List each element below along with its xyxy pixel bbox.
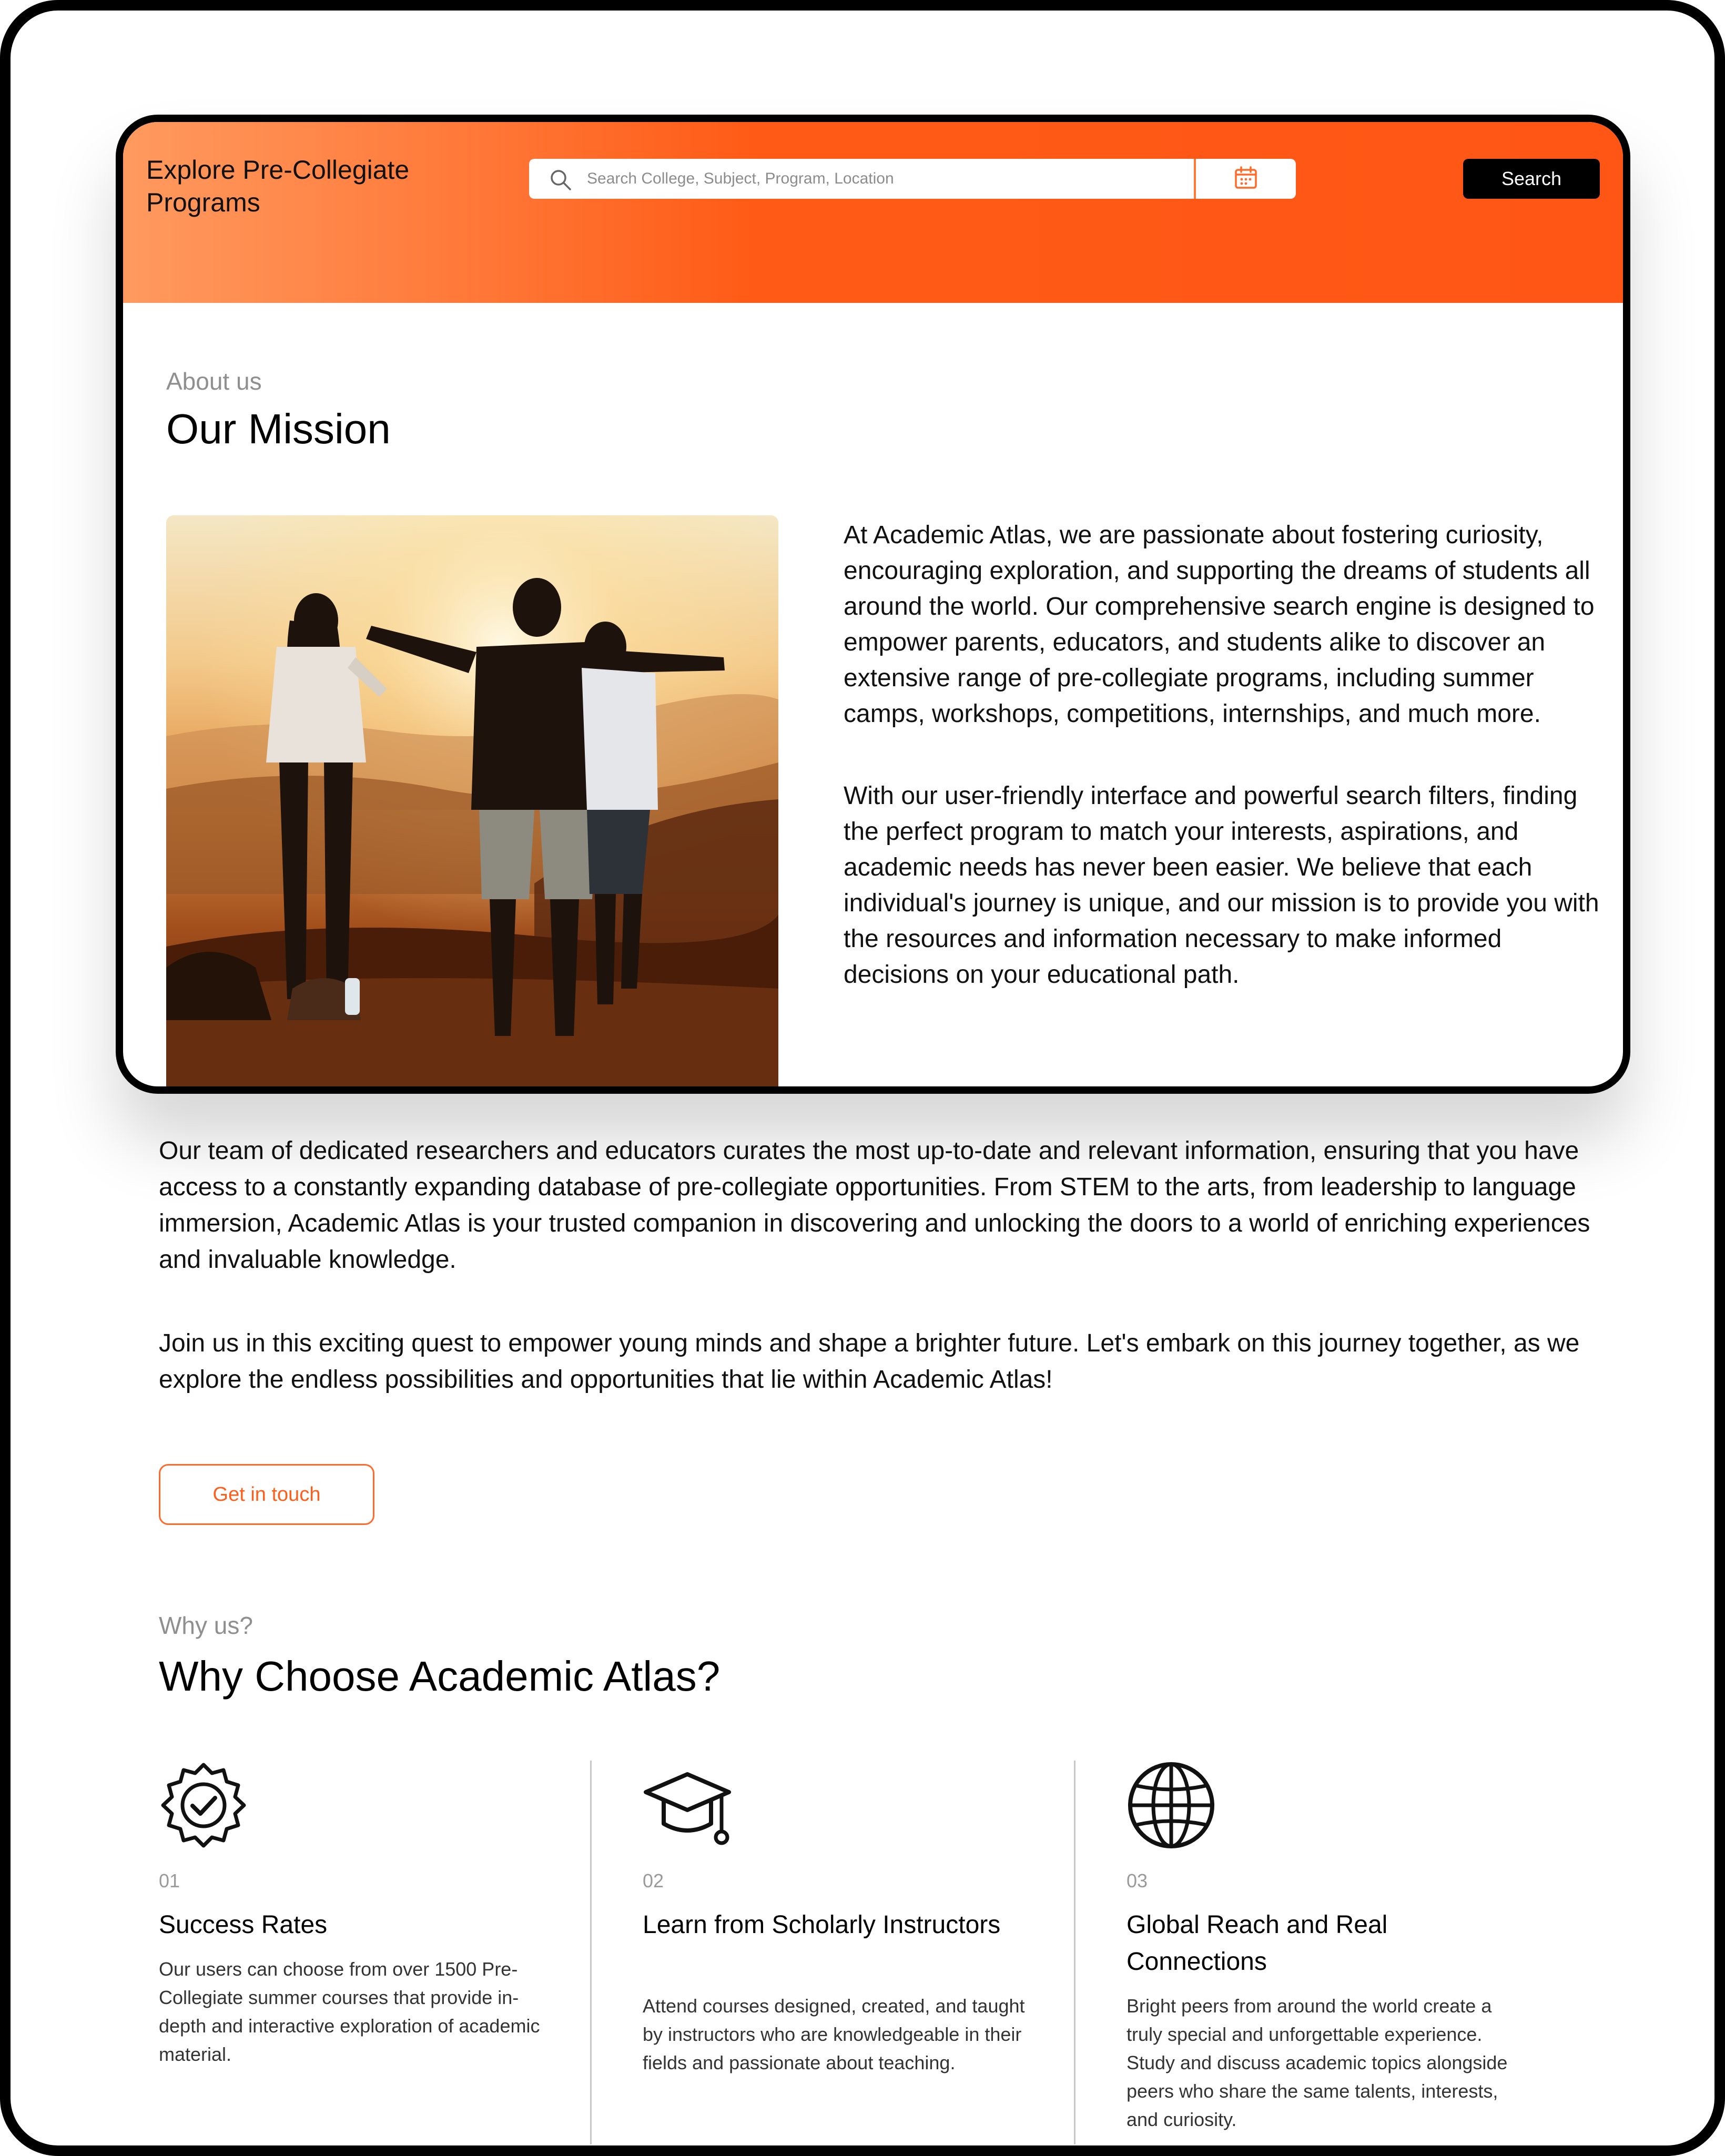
top-header bbox=[123, 122, 1623, 303]
brand-title: Explore Pre-Collegiate Programs bbox=[146, 155, 410, 217]
browser-window bbox=[116, 115, 1630, 1094]
column-divider bbox=[1074, 1761, 1075, 2144]
mission-title: Our Mission bbox=[166, 405, 391, 452]
feature-title: Learn from Scholarly Instructors bbox=[643, 1911, 1001, 1939]
mission-paragraph-4-text: Join us in this exciting quest to empower young minds and shape a brighter future. Let's embark on this journey together, as we explore the endless possibilities and opportunities that lie within Academic Atlas! bbox=[159, 1329, 1580, 1394]
feature-description: Attend courses designed, created, and taught by instructors who are knowledgeable in their fields and passionate about teaching. bbox=[643, 1995, 1025, 2073]
why-eyebrow: Why us? bbox=[159, 1612, 253, 1639]
search-input[interactable] bbox=[587, 159, 1250, 199]
date-picker-button[interactable] bbox=[1196, 159, 1296, 199]
mission-paragraph-2: With our user-friendly interface and powerful search filters, finding the perfect program to match your interests, aspirations, and academic needs has never been easier. We believe that each individual's journey is unique, and our mission is to provide you with the resources and information necessary to make informed decisions on your educational path. bbox=[844, 782, 1599, 989]
search-bar bbox=[529, 159, 1296, 199]
mission-paragraph-1: At Academic Atlas, we are passionate about fostering curiosity, encouraging exploration, and supporting the dreams of students all around the world. Our comprehensive search engine is designed to empower parents, educators, and students alike to discover an extensive range of pre-collegiate programs, including summer camps, workshops, competitions, internships, and much more. bbox=[844, 521, 1595, 728]
mission-text bbox=[844, 517, 1611, 1039]
feature-description: Our users can choose from over 1500 Pre-Collegiate summer courses that provide in-depth and interactive exploration of academic material. bbox=[159, 1958, 540, 2065]
graduation-cap-icon bbox=[643, 1761, 732, 1850]
mission-paragraph-3 bbox=[159, 1133, 1605, 1278]
about-eyebrow: About us bbox=[166, 368, 262, 395]
feature-description: Bright peers from around the world create a truly special and unforgettable experience. Study and discuss academic topics alongside peers who share the same talents, interests, and curiosity. bbox=[1127, 1995, 1508, 2130]
globe-icon bbox=[1127, 1761, 1216, 1850]
search-button[interactable]: Search bbox=[1463, 159, 1600, 199]
search-icon bbox=[549, 168, 572, 191]
feature-title: Success Rates bbox=[159, 1911, 328, 1939]
get-in-touch-button[interactable]: Get in touch bbox=[159, 1464, 374, 1525]
feature-number: 03 bbox=[1127, 1870, 1148, 1891]
mission-paragraph-3-text: Our team of dedicated researchers and educators curates the most up-to-date and relevant information, ensuring that you have access to a constantly expanding database of pre-collegiate opportunities. From STEM to the arts, from leadership to language immersion, Academic Atlas is your trusted companion in discovering and unlocking the doors to a world of enriching experiences and invaluable knowledge. bbox=[159, 1137, 1590, 1274]
hero-photo bbox=[166, 515, 778, 1094]
feature-title: Global Reach and Real Connections bbox=[1127, 1911, 1388, 1976]
feature-number: 02 bbox=[643, 1870, 664, 1891]
feature-number: 01 bbox=[159, 1870, 180, 1891]
column-divider bbox=[590, 1761, 592, 2144]
mission-paragraph-4 bbox=[159, 1325, 1605, 1398]
verified-badge-icon bbox=[159, 1761, 248, 1850]
why-title: Why Choose Academic Atlas? bbox=[159, 1653, 721, 1700]
calendar-icon bbox=[1233, 165, 1259, 193]
